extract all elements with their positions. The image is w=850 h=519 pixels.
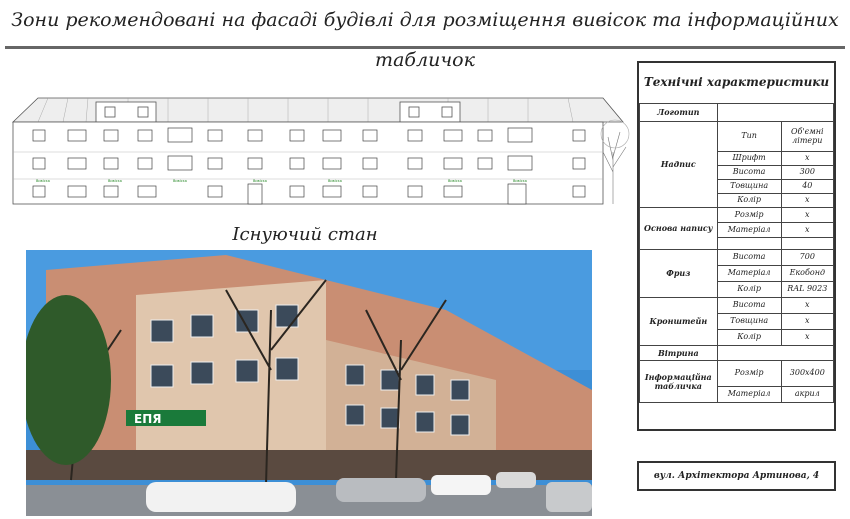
- showcase-label: Вітрина: [640, 346, 718, 361]
- thickness-label: Товщина: [717, 180, 781, 194]
- specs-title: Технічні характеристики: [643, 75, 830, 90]
- frieze-height-value: 700: [781, 250, 833, 266]
- base-label: Основа напису: [640, 208, 718, 250]
- color-label: Колір: [717, 194, 781, 208]
- base-size-value: х: [781, 208, 833, 223]
- sign-zone-label: Вивіска: [36, 179, 50, 183]
- specs-table: [639, 63, 834, 403]
- height-value: 300: [781, 166, 833, 180]
- frieze-material-label: Матеріал: [717, 266, 781, 282]
- font-value: х: [781, 152, 833, 166]
- bracket-color-value: х: [781, 330, 833, 346]
- height-label: Висота: [717, 166, 781, 180]
- info-size-label: Розмір: [717, 361, 781, 387]
- frieze-height-label: Висота: [717, 250, 781, 266]
- type-value: Об'ємні літери: [781, 122, 833, 152]
- base-material-label: Матеріал: [717, 223, 781, 238]
- tree-sketch: [601, 120, 629, 204]
- type-label: Тип: [717, 122, 781, 152]
- building-photo: [26, 250, 592, 516]
- bracket-thickness-label: Товщина: [717, 314, 781, 330]
- shop-sign-text: ЕПЯ: [134, 412, 162, 426]
- frieze-color-value: RAL 9023: [781, 282, 833, 298]
- thickness-value: 40: [781, 180, 833, 194]
- info-size-value: 300х400: [781, 361, 833, 387]
- color-value: х: [781, 194, 833, 208]
- font-label: Шрифт: [717, 152, 781, 166]
- title-divider: [5, 46, 845, 49]
- bracket-height-label: Висота: [717, 298, 781, 314]
- sign-zone-label: Вивіска: [448, 179, 462, 183]
- inscription-label: Надпис: [640, 122, 718, 208]
- bracket-color-label: Колір: [717, 330, 781, 346]
- address-box: вул. Архітектора Артинова, 4: [637, 461, 836, 491]
- facade-elevation-drawing: [8, 92, 633, 210]
- technical-specs-panel: [637, 61, 836, 431]
- sign-zone-label: Вивіска: [253, 179, 267, 183]
- bracket-height-value: х: [781, 298, 833, 314]
- info-material-value: акрил: [781, 387, 833, 403]
- frieze-label: Фриз: [640, 250, 718, 298]
- logo-label: Логотип: [640, 104, 718, 122]
- sign-zone-label: Вивіска: [513, 179, 527, 183]
- frieze-material-value: Екобонд: [781, 266, 833, 282]
- existing-state-title: Існуючий стан: [232, 224, 378, 245]
- bracket-label: Кронштейн: [640, 298, 718, 346]
- frieze-color-label: Колір: [717, 282, 781, 298]
- sign-zone-label: Вивіска: [328, 179, 342, 183]
- sign-zone-label: Вивіска: [108, 179, 122, 183]
- bracket-thickness-value: х: [781, 314, 833, 330]
- base-material-value: х: [781, 223, 833, 238]
- sign-zone-label: Вивіска: [173, 179, 187, 183]
- info-plate-label: Інформаційна табличка: [640, 361, 718, 403]
- base-size-label: Розмір: [717, 208, 781, 223]
- page-title: Зони рекомендовані на фасаді будівлі для розміщення вивісок та інформаційних табличок: [11, 9, 839, 71]
- info-material-label: Матеріал: [717, 387, 781, 403]
